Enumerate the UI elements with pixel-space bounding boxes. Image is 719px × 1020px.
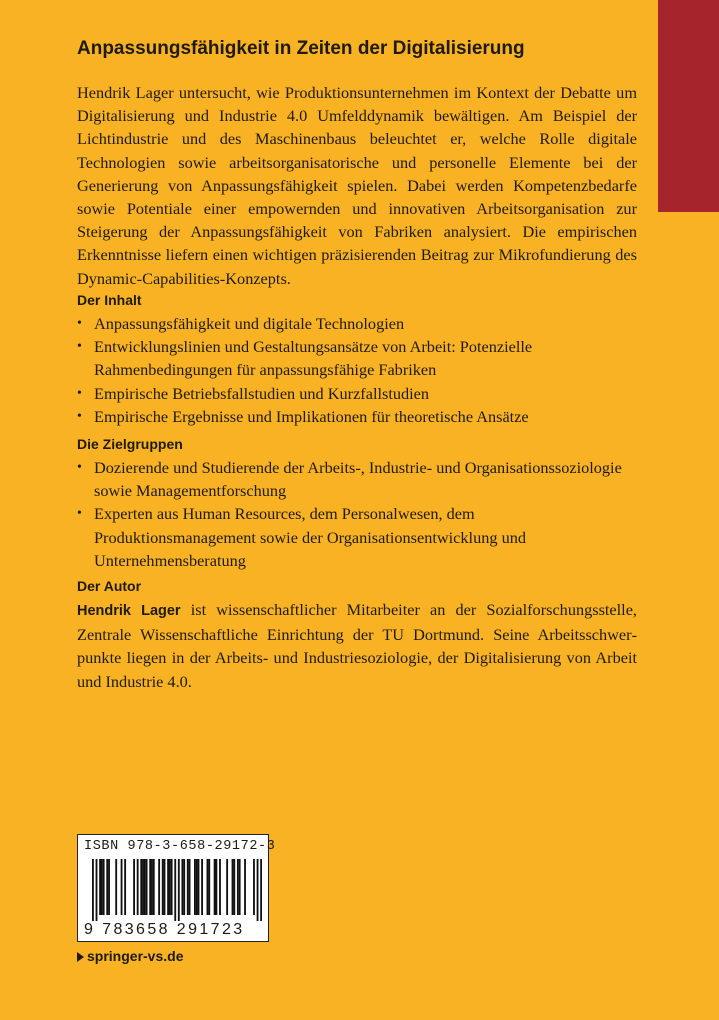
- barcode-bar: [162, 859, 164, 915]
- arrow-right-icon: [77, 952, 84, 962]
- list-item: • Dozierende und Studierende der Arbeits-, Industrie- und Organisationssoziologie sowie Managementforschung: [77, 456, 637, 502]
- audience-list: [77, 456, 637, 572]
- barcode-bar: [121, 859, 123, 915]
- barcode-bar: [194, 859, 196, 915]
- barcode-bar: [232, 859, 234, 915]
- barcode-bar: [181, 859, 183, 915]
- barcode-bar: [169, 859, 171, 915]
- contents-heading: Der Inhalt: [77, 292, 142, 308]
- barcode-bar: [196, 859, 198, 915]
- barcode-bar: [124, 859, 126, 915]
- barcode-bar: [226, 859, 228, 915]
- contents-list: [77, 312, 637, 428]
- barcode-bar: [158, 859, 160, 915]
- barcode-bar: [140, 859, 142, 915]
- barcode-bar: [142, 859, 144, 915]
- barcode-bar: [171, 859, 173, 915]
- barcode-bar: [178, 859, 180, 921]
- audience-heading: Die Zielgruppen: [77, 436, 183, 452]
- barcode-bar: [115, 859, 117, 915]
- barcode-bar: [153, 859, 155, 915]
- barcode-bar: [101, 859, 103, 915]
- barcode-bar: [187, 859, 189, 915]
- book-title: Anpassungsfähigkeit in Zeiten der Digitalisierung: [77, 38, 525, 59]
- accent-band: [658, 0, 719, 212]
- barcode-bar: [164, 859, 166, 915]
- barcode-bar: [146, 859, 148, 915]
- barcode-bar: [237, 859, 239, 915]
- barcode-bar: [167, 859, 169, 915]
- barcode-bar: [133, 859, 135, 915]
- barcode-bar: [151, 859, 153, 915]
- barcode-bar: [99, 859, 101, 915]
- publisher-link[interactable]: [77, 946, 183, 966]
- list-item: • Anpassungsfähigkeit und digitale Technologien: [77, 312, 637, 335]
- barcode-bar: [189, 859, 191, 915]
- barcode-bar: [96, 859, 98, 921]
- list-item: • Entwicklungslinien und Gestaltungsansätze von Arbeit: Potenzielle Rahmenbedingungen für anpassungsfähige Fabriken: [77, 335, 637, 381]
- barcode-bar: [149, 859, 151, 915]
- barcode-bar: [214, 859, 216, 915]
- barcode-bar: [215, 859, 217, 915]
- barcode-bar: [183, 859, 185, 915]
- barcode-bar: [207, 859, 209, 915]
- barcode-bar: [260, 859, 262, 921]
- barcode-bar: [108, 859, 110, 915]
- barcode-bar: [233, 859, 235, 915]
- ean-digits: 9 783658 291723: [84, 921, 245, 938]
- barcode-bar: [174, 859, 176, 921]
- author-name: Hendrik Lager: [77, 603, 181, 619]
- barcode-bar: [92, 859, 94, 921]
- barcode-bar: [257, 859, 259, 921]
- barcode-bar: [239, 859, 241, 915]
- barcode-graphic: [92, 859, 262, 921]
- barcode-bar: [137, 859, 139, 915]
- barcode-bar: [106, 859, 108, 915]
- list-item: • Empirische Ergebnisse und Implikationen für theoretische Ansätze: [77, 405, 637, 428]
- author-bio-text: ist wissenschaftlicher Mitarbeiter an der Sozialforschungsstelle, Zentrale Wissenschaftliche Einrichtung der TU Dortmund. Seine Arbeitsschwerpunkte liegen in der Arbeits- und Industriesoziologie, der Digitalisierung von Arbeit und Industrie 4.0.: [77, 600, 638, 691]
- barcode-bar: [103, 859, 105, 915]
- book-blurb: Hendrik Lager untersucht, wie Produktionsunternehmen im Kontext der Debatte um Digitalisierung und Industrie 4.0 Umfelddynamik bewältigen. Am Beispiel der Lichtindustrie und des Maschinenbaus beleuchtet er, welche Rolle digitale Technologien sowie arbeitsorganisatorische und personelle Elemente bei der Generierung von Anpassungsfähigkeit spielen. Dabei werden Kompetenzbedarfe sowie Potentiale einer empowernden und innovativen Arbeitsorganisation zur Steigerung der Anpassungsfähigkeit von Fabriken analysiert. Die empirischen Erkenntnisse liefern einen wichtigen präzisierenden Beitrag zur Mikrofundierung des Dynamic-Capabilities-Konzepts.: [77, 83, 637, 288]
- barcode-bar: [201, 859, 203, 915]
- barcode-bar: [208, 859, 210, 915]
- barcode-bar: [198, 859, 200, 915]
- list-item: • Experten aus Human Resources, dem Personalwesen, dem Produktionsmanagement sowie der Organisationsentwicklung und Unternehmensberatung: [77, 502, 637, 572]
- isbn-label: ISBN 978-3-658-29172-3: [84, 839, 276, 854]
- isbn-barcode-box: [77, 834, 276, 942]
- author-bio: [77, 598, 637, 693]
- author-heading: Der Autor: [77, 578, 142, 594]
- barcode-bar: [244, 859, 246, 915]
- barcode-bar: [144, 859, 146, 915]
- list-item: • Empirische Betriebsfallstudien und Kurzfallstudien: [77, 382, 637, 405]
- barcode-bar: [219, 859, 221, 915]
- barcode-bar: [253, 859, 255, 915]
- publisher-url: springer-vs.de: [87, 948, 184, 964]
